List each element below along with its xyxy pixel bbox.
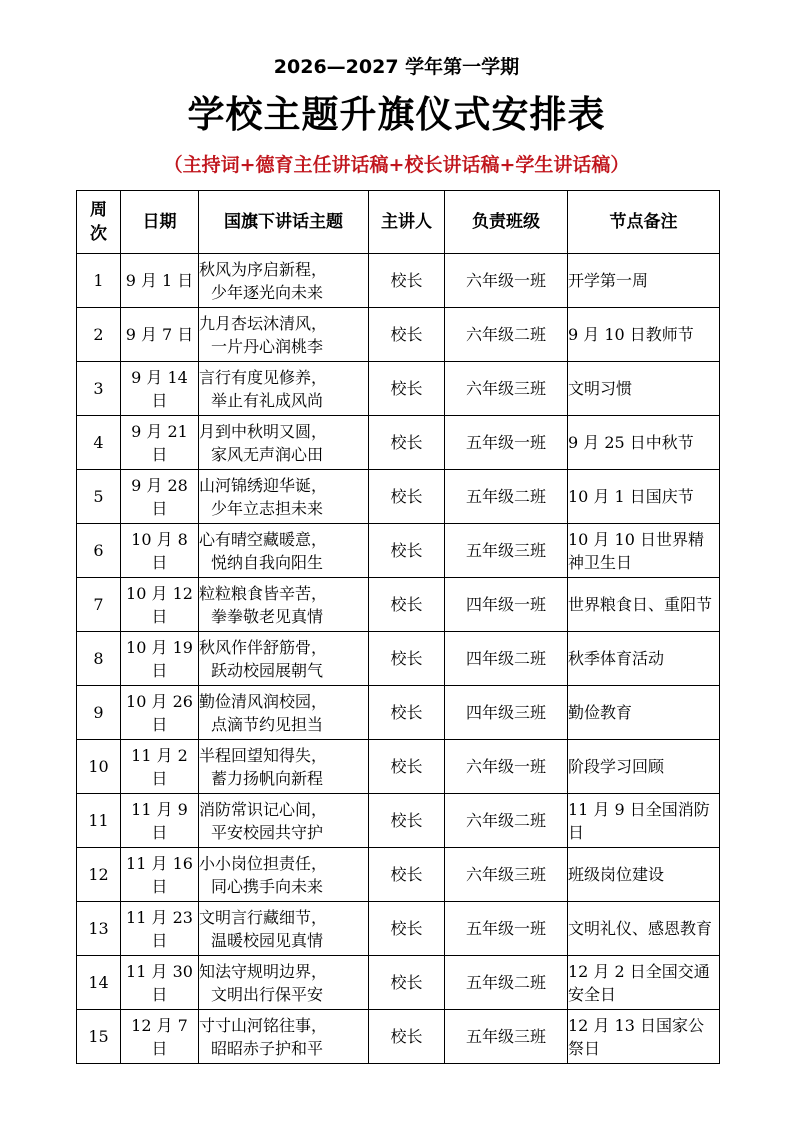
table-row bbox=[77, 740, 720, 794]
class-cell: 五年级一班 bbox=[445, 416, 568, 470]
topic-line-2: 同心携手向未来 bbox=[211, 876, 324, 896]
note-cell: 世界粮食日、重阳节 bbox=[568, 578, 720, 632]
topic-cell bbox=[199, 308, 369, 362]
note-cell: 12 月 2 日全国交通安全日 bbox=[568, 956, 720, 1010]
table-row bbox=[77, 524, 720, 578]
class-cell: 六年级三班 bbox=[445, 848, 568, 902]
table-row bbox=[77, 254, 720, 308]
week-cell: 3 bbox=[77, 362, 121, 416]
topic-cell bbox=[199, 524, 369, 578]
class-cell: 四年级三班 bbox=[445, 686, 568, 740]
date-cell: 9 月 1 日 bbox=[121, 254, 199, 308]
date-cell: 11 月 23 日 bbox=[121, 902, 199, 956]
class-cell: 五年级二班 bbox=[445, 956, 568, 1010]
speaker-cell: 校长 bbox=[369, 632, 445, 686]
topic-line-1: 消防常识记心间， bbox=[199, 799, 328, 819]
note-cell: 11 月 9 日全国消防日 bbox=[568, 794, 720, 848]
table-row bbox=[77, 470, 720, 524]
topic-line-1: 勤俭清风润校园， bbox=[199, 691, 328, 711]
topic-line-2: 温暖校园见真情 bbox=[211, 930, 324, 950]
header-class: 负责班级 bbox=[445, 191, 568, 254]
topic-line-2: 平安校园共守护 bbox=[211, 822, 324, 842]
table-header-row bbox=[77, 191, 720, 254]
speaker-cell: 校长 bbox=[369, 794, 445, 848]
class-cell: 五年级三班 bbox=[445, 524, 568, 578]
schedule-body bbox=[77, 254, 720, 1064]
week-cell: 11 bbox=[77, 794, 121, 848]
note-cell: 勤俭教育 bbox=[568, 686, 720, 740]
speaker-cell: 校长 bbox=[369, 524, 445, 578]
topic-cell bbox=[199, 794, 369, 848]
topic-cell bbox=[199, 416, 369, 470]
speaker-cell: 校长 bbox=[369, 686, 445, 740]
topic-line-2: 少年立志担未来 bbox=[211, 498, 324, 518]
class-cell: 六年级三班 bbox=[445, 362, 568, 416]
note-cell: 文明习惯 bbox=[568, 362, 720, 416]
header-note: 节点备注 bbox=[568, 191, 720, 254]
topic-line-1: 秋风作伴舒筋骨， bbox=[199, 637, 328, 657]
topic-line-2: 拳拳敬老见真情 bbox=[211, 606, 324, 626]
date-cell: 11 月 30 日 bbox=[121, 956, 199, 1010]
topic-line-2: 跃动校园展朝气 bbox=[211, 660, 324, 680]
speaker-cell: 校长 bbox=[369, 470, 445, 524]
note-cell: 12 月 13 日国家公祭日 bbox=[568, 1010, 720, 1064]
table-row bbox=[77, 632, 720, 686]
date-cell: 11 月 2 日 bbox=[121, 740, 199, 794]
speaker-cell: 校长 bbox=[369, 254, 445, 308]
topic-cell bbox=[199, 578, 369, 632]
table-row bbox=[77, 416, 720, 470]
speaker-cell: 校长 bbox=[369, 740, 445, 794]
note-cell: 10 月 1 日国庆节 bbox=[568, 470, 720, 524]
topic-line-2: 悦纳自我向阳生 bbox=[211, 552, 324, 572]
date-cell: 10 月 26 日 bbox=[121, 686, 199, 740]
date-cell: 10 月 12 日 bbox=[121, 578, 199, 632]
schedule-table bbox=[76, 190, 720, 1064]
topic-line-2: 一片丹心润桃李 bbox=[211, 336, 324, 356]
topic-cell bbox=[199, 470, 369, 524]
topic-cell bbox=[199, 848, 369, 902]
note-cell: 阶段学习回顾 bbox=[568, 740, 720, 794]
header-date: 日期 bbox=[121, 191, 199, 254]
date-cell: 10 月 19 日 bbox=[121, 632, 199, 686]
header-week bbox=[77, 191, 121, 254]
topic-line-2: 文明出行保平安 bbox=[211, 984, 324, 1004]
table-row bbox=[77, 308, 720, 362]
topic-cell bbox=[199, 740, 369, 794]
topic-line-1: 小小岗位担责任， bbox=[199, 853, 328, 873]
topic-cell bbox=[199, 362, 369, 416]
table-row bbox=[77, 362, 720, 416]
week-cell: 7 bbox=[77, 578, 121, 632]
topic-cell bbox=[199, 254, 369, 308]
topic-line-1: 秋风为序启新程， bbox=[199, 259, 328, 279]
week-cell: 14 bbox=[77, 956, 121, 1010]
week-cell: 8 bbox=[77, 632, 121, 686]
note-cell: 班级岗位建设 bbox=[568, 848, 720, 902]
week-cell: 4 bbox=[77, 416, 121, 470]
table-row bbox=[77, 956, 720, 1010]
table-row bbox=[77, 1010, 720, 1064]
topic-line-2: 家风无声润心田 bbox=[211, 444, 324, 464]
topic-line-1: 心有晴空藏暖意， bbox=[199, 529, 328, 549]
week-cell: 10 bbox=[77, 740, 121, 794]
speaker-cell: 校长 bbox=[369, 416, 445, 470]
date-cell: 11 月 16 日 bbox=[121, 848, 199, 902]
date-cell: 9 月 14 日 bbox=[121, 362, 199, 416]
week-cell: 13 bbox=[77, 902, 121, 956]
date-cell: 10 月 8 日 bbox=[121, 524, 199, 578]
speaker-cell: 校长 bbox=[369, 956, 445, 1010]
topic-line-1: 知法守规明边界， bbox=[199, 961, 328, 981]
header-speaker: 主讲人 bbox=[369, 191, 445, 254]
week-cell: 9 bbox=[77, 686, 121, 740]
class-cell: 四年级一班 bbox=[445, 578, 568, 632]
speaker-cell: 校长 bbox=[369, 848, 445, 902]
topic-line-1: 山河锦绣迎华诞， bbox=[199, 475, 328, 495]
week-cell: 12 bbox=[77, 848, 121, 902]
header-week-line1: 周 bbox=[90, 200, 107, 220]
topic-line-1: 九月杏坛沐清风， bbox=[199, 313, 328, 333]
class-cell: 五年级三班 bbox=[445, 1010, 568, 1064]
class-cell: 四年级二班 bbox=[445, 632, 568, 686]
topic-cell bbox=[199, 686, 369, 740]
speaker-cell: 校长 bbox=[369, 1010, 445, 1064]
content-subtitle: （主持词+德育主任讲话稿+校长讲话稿+学生讲话稿） bbox=[163, 154, 630, 176]
speaker-cell: 校长 bbox=[369, 308, 445, 362]
date-cell: 12 月 7 日 bbox=[121, 1010, 199, 1064]
note-cell: 9 月 10 日教师节 bbox=[568, 308, 720, 362]
class-cell: 五年级一班 bbox=[445, 902, 568, 956]
note-cell: 秋季体育活动 bbox=[568, 632, 720, 686]
table-row bbox=[77, 578, 720, 632]
topic-line-1: 寸寸山河铭往事， bbox=[199, 1015, 328, 1035]
class-cell: 六年级一班 bbox=[445, 740, 568, 794]
header-week-line2: 次 bbox=[90, 224, 107, 244]
topic-line-1: 文明言行藏细节， bbox=[199, 907, 328, 927]
class-cell: 六年级一班 bbox=[445, 254, 568, 308]
speaker-cell: 校长 bbox=[369, 578, 445, 632]
page-title: 学校主题升旗仪式安排表 bbox=[187, 93, 606, 136]
topic-line-2: 举止有礼成风尚 bbox=[211, 390, 324, 410]
note-cell: 文明礼仪、感恩教育 bbox=[568, 902, 720, 956]
class-cell: 六年级二班 bbox=[445, 308, 568, 362]
week-cell: 15 bbox=[77, 1010, 121, 1064]
class-cell: 六年级二班 bbox=[445, 794, 568, 848]
week-cell: 2 bbox=[77, 308, 121, 362]
date-cell: 9 月 21 日 bbox=[121, 416, 199, 470]
week-cell: 5 bbox=[77, 470, 121, 524]
topic-line-1: 粒粒粮食皆辛苦， bbox=[199, 583, 328, 603]
topic-line-2: 蓄力扬帆向新程 bbox=[211, 768, 324, 788]
topic-cell bbox=[199, 902, 369, 956]
topic-line-1: 言行有度见修养， bbox=[199, 367, 328, 387]
table-row bbox=[77, 902, 720, 956]
topic-line-1: 月到中秋明又圆， bbox=[199, 421, 328, 441]
date-cell: 9 月 28 日 bbox=[121, 470, 199, 524]
topic-cell bbox=[199, 1010, 369, 1064]
topic-line-2: 点滴节约见担当 bbox=[211, 714, 324, 734]
note-cell: 10 月 10 日世界精神卫生日 bbox=[568, 524, 720, 578]
date-cell: 9 月 7 日 bbox=[121, 308, 199, 362]
speaker-cell: 校长 bbox=[369, 902, 445, 956]
date-cell: 11 月 9 日 bbox=[121, 794, 199, 848]
semester-subtitle: 2026—2027 学年第一学期 bbox=[273, 56, 520, 78]
week-cell: 6 bbox=[77, 524, 121, 578]
topic-cell bbox=[199, 632, 369, 686]
topic-line-2: 少年逐光向未来 bbox=[211, 282, 324, 302]
table-row bbox=[77, 794, 720, 848]
header-topic: 国旗下讲话主题 bbox=[199, 191, 369, 254]
class-cell: 五年级二班 bbox=[445, 470, 568, 524]
topic-line-2: 昭昭赤子护和平 bbox=[211, 1038, 324, 1058]
table-row bbox=[77, 686, 720, 740]
table-row bbox=[77, 848, 720, 902]
note-cell: 开学第一周 bbox=[568, 254, 720, 308]
speaker-cell: 校长 bbox=[369, 362, 445, 416]
note-cell: 9 月 25 日中秋节 bbox=[568, 416, 720, 470]
topic-cell bbox=[199, 956, 369, 1010]
week-cell: 1 bbox=[77, 254, 121, 308]
topic-line-1: 半程回望知得失， bbox=[199, 745, 328, 765]
